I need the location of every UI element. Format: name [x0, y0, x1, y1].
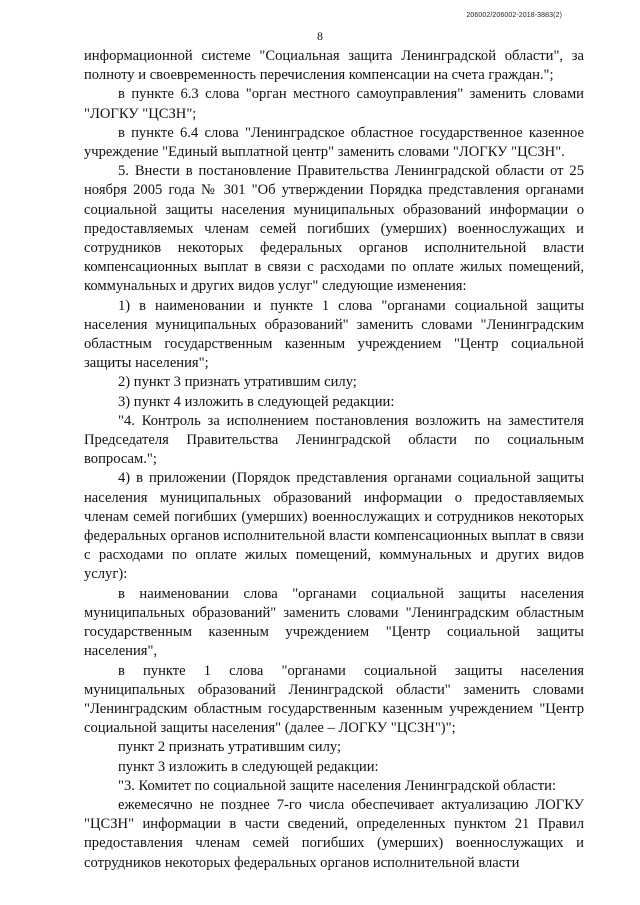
- paragraph: в пункте 1 слова "органами социальной защиты населения муниципальных образований Ленинградской области" заменить словами "Ленинградским областным государственным казенным учреждением "Центр социальной защиты населения" (далее – ЛОГКУ "ЦСЗН")";: [84, 662, 584, 737]
- paragraph: 4) в приложении (Порядок представления органами социальной защиты населения муниципальных образований информации о предоставляемых членам семей погибших (умерших) военнослужащих и сотрудников некоторых федеральных органов исполнительной власти компенсационных выплат в связи с расходами по оплате жилых помещений, коммунальных и других видов услуг):: [84, 470, 584, 583]
- paragraph: в пункте 6.4 слова "Ленинградское областное государственное казенное учреждение "Единый выплатной центр" заменить словами "ЛОГКУ "ЦСЗН".: [84, 124, 584, 161]
- paragraph: пункт 2 признать утратившим силу;: [118, 739, 342, 756]
- paragraph: ежемесячно не позднее 7-го числа обеспечивает актуализацию ЛОГКУ "ЦСЗН" информации в части сведений, определенных пунктом 21 Правил предоставления членам семей погибших (умерших) военнослужащих и сотрудников некоторых федеральных органов исполнительной власти: [84, 796, 584, 871]
- paragraph: в наименовании слова "органами социальной защиты населения муниципальных образований" заменить словами "Ленинградским областным государственным казенным учреждением "Центр социальной защиты населения",: [84, 585, 584, 660]
- paragraph: 1) в наименовании и пункте 1 слова "органами социальной защиты населения муниципальных образований" заменить словами "Ленинградским областным государственным казенным учреждением "Центр социальной защиты населения";: [84, 297, 584, 372]
- paragraph: "4. Контроль за исполнением постановления возложить на заместителя Председателя Правительства Ленинградской области по социальным вопросам.";: [84, 412, 584, 468]
- document-body: [84, 47, 584, 873]
- paragraph: в пункте 6.3 слова "орган местного самоуправления" заменить словами "ЛОГКУ "ЦСЗН";: [84, 86, 584, 122]
- paragraph: "3. Комитет по социальной защите населения Ленинградской области:: [118, 777, 557, 794]
- page-number: 8: [317, 29, 323, 43]
- paragraph: 2) пункт 3 признать утратившим силу;: [118, 374, 357, 391]
- paragraph: 5. Внести в постановление Правительства Ленинградской области от 25 ноября 2005 года № 301 "Об утверждении Порядка представления органами социальной защиты населения муниципальных образований информации о предоставляемых членам семей погибших (умерших) военнослужащих и сотрудников некоторых федеральных органов исполнительной власти компенсационных выплат в связи с расходами по оплате жилых помещений, коммунальных и других видов услуг" следующие изменения:: [84, 163, 584, 295]
- paragraph: пункт 3 изложить в следующей редакции:: [118, 758, 379, 775]
- document-id: 206002/206002-2018-3883(2): [466, 12, 562, 19]
- paragraph: 3) пункт 4 изложить в следующей редакции:: [118, 393, 395, 410]
- paragraph: информационной системе "Социальная защита Ленинградской области", за полноту и своевременность перечисления компенсации на счета граждан.";: [84, 48, 584, 84]
